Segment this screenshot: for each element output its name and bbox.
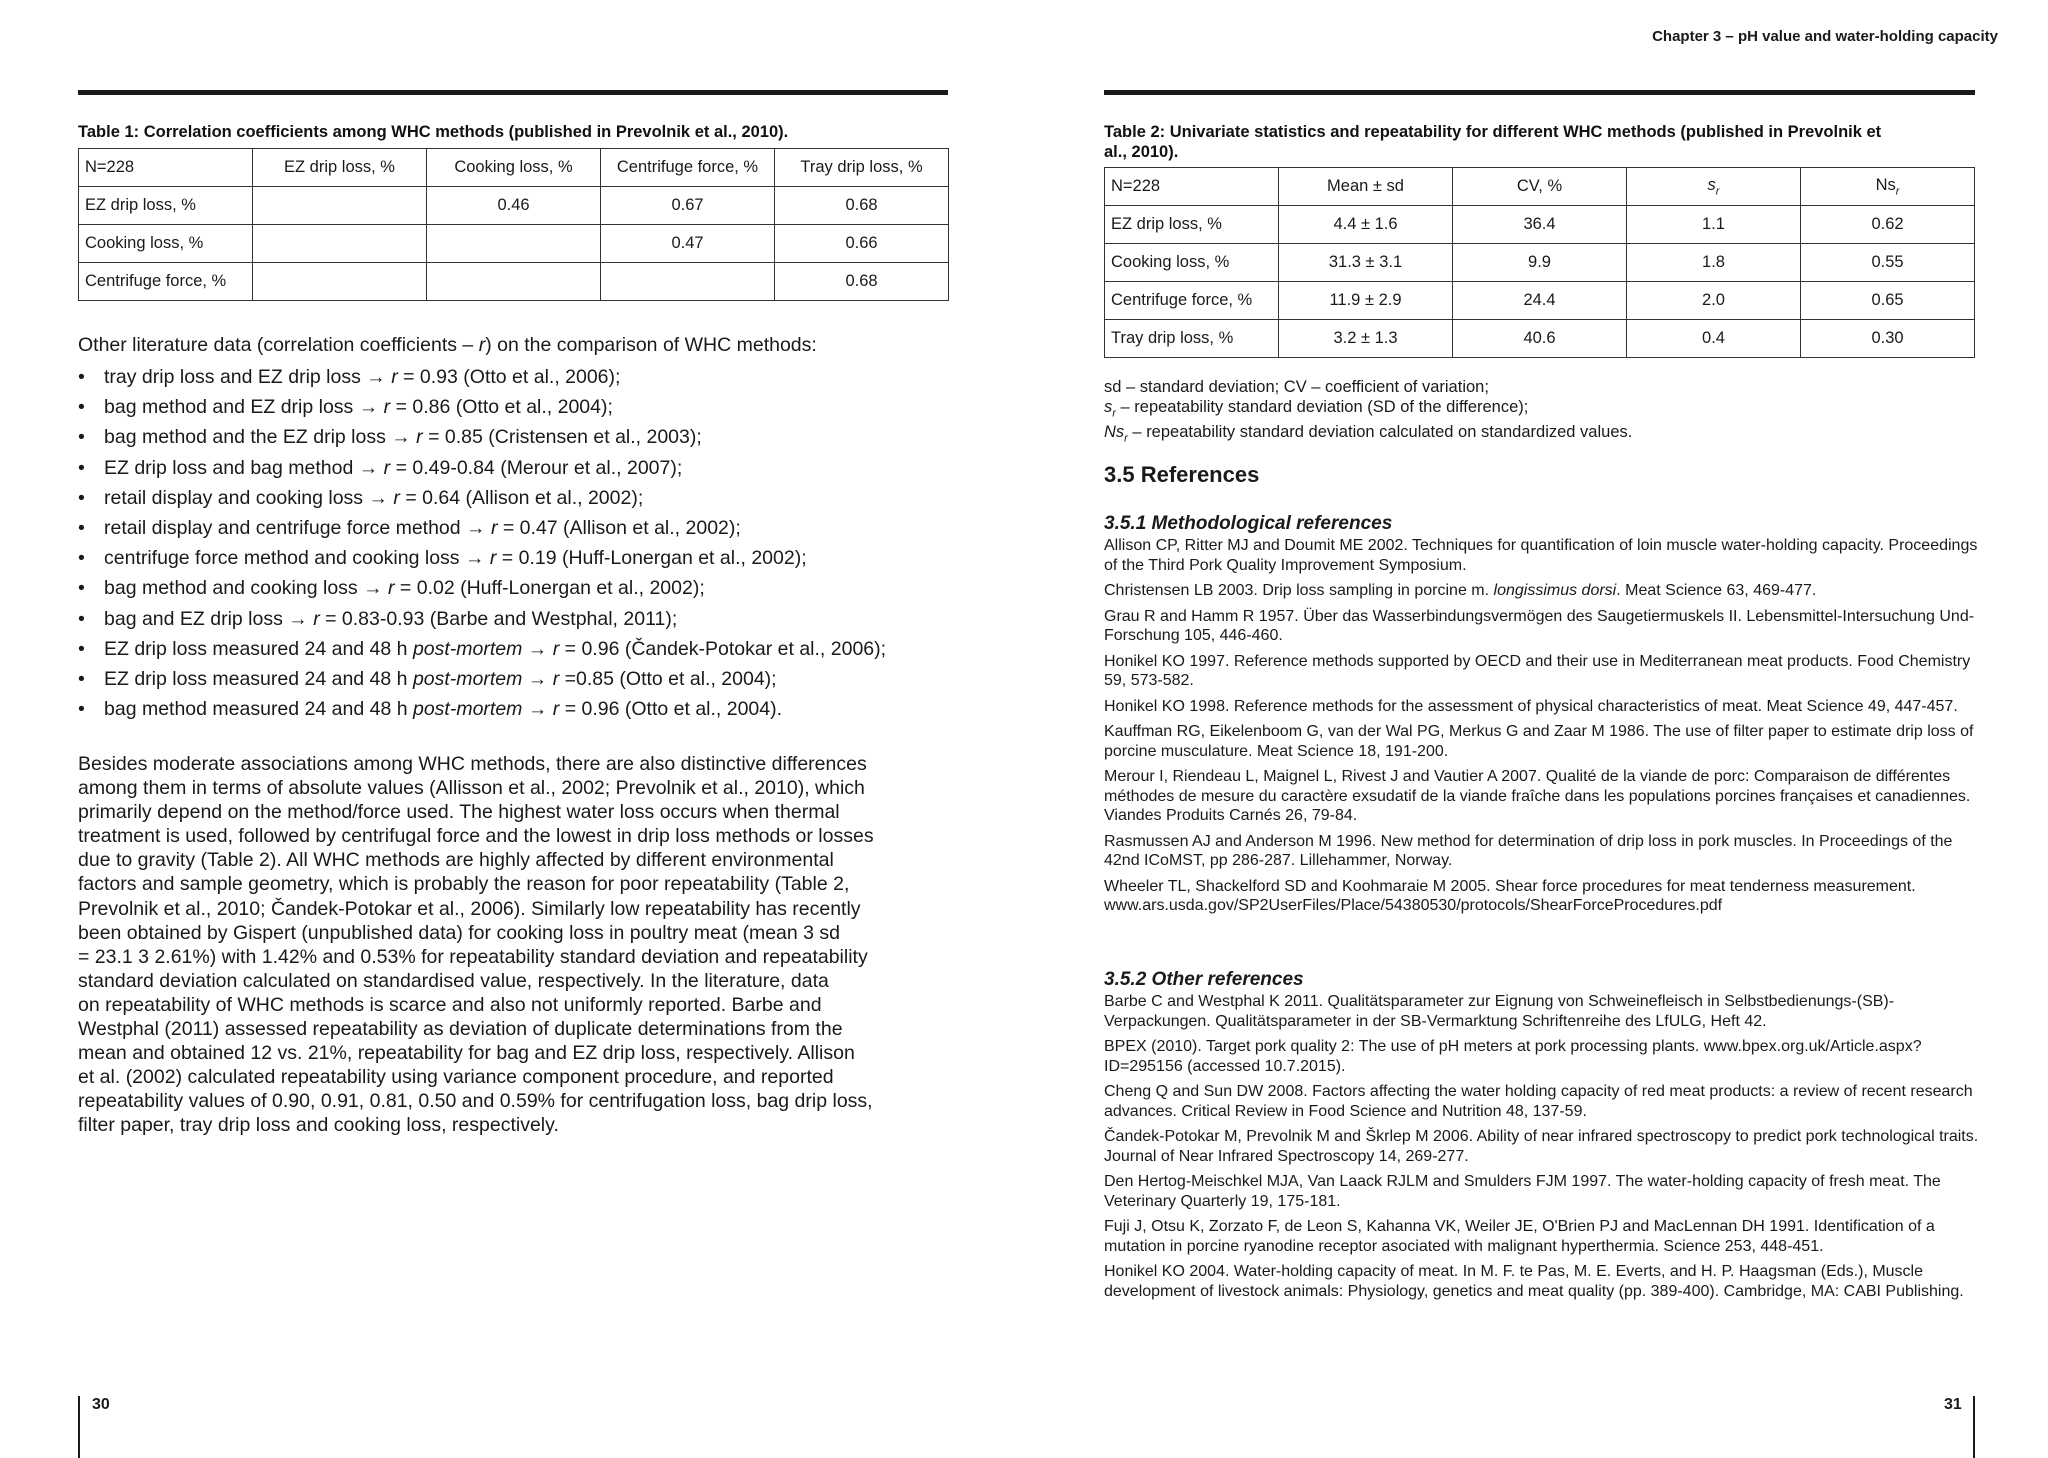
table-cell: 4.4 ± 1.6 [1279, 206, 1453, 244]
table-row [79, 263, 949, 301]
reference-item: Honikel KO 2004. Water-holding capacity of meat. In M. F. te Pas, M. E. Everts, and H. P. Haagsman (Eds.), Muscle development of livestock animals: Physiology, genetics and meat quality (pp. 389-400). Cambridge, MA: CABI Publishing. [1104, 1263, 1964, 1300]
table2-caption [1104, 122, 1984, 162]
table-header-cell: Cooking loss, % [427, 149, 601, 187]
table-cell: 0.68 [775, 187, 949, 225]
table-cell: 0.4 [1627, 320, 1801, 358]
list-item: • retail display and centrifuge force method → r = 0.47 (Allison et al., 2002); [78, 513, 978, 543]
table-cell [253, 263, 427, 301]
top-rule [1104, 90, 1975, 95]
lead-text: Other literature data (correlation coefficients – [78, 334, 479, 356]
paragraph-line: mean and obtained 12 vs. 21%, repeatability for bag and EZ drip loss, respectively. Allison [78, 1042, 855, 1065]
paragraph-line: on repeatability of WHC methods is scarce and also not uniformly reported. Barbe and [78, 993, 822, 1016]
table-row [1105, 320, 1975, 358]
list-item: • EZ drip loss measured 24 and 48 h post-mortem → r =0.85 (Otto et al., 2004); [78, 664, 978, 694]
paragraph-line: standard deviation calculated on standardised value, respectively. In the literature, data [78, 969, 829, 992]
page-number: 30 [92, 1396, 110, 1413]
list-item: • EZ drip loss and bag method → r = 0.49-0.84 (Merour et al., 2007); [78, 453, 978, 483]
paragraph-line: = 23.1 3 2.61%) with 1.42% and 0.53% for repeatability standard deviation and repeatability [78, 945, 868, 968]
table-cell: 40.6 [1453, 320, 1627, 358]
section-title: 3.5 References [1104, 462, 1260, 487]
other-references [1104, 992, 1984, 1307]
paragraph-line: among them in terms of absolute values (Allisson et al., 2002; Prevolnik et al., 2010), which [78, 777, 865, 800]
list-item: • bag method and the EZ drip loss → r = 0.85 (Cristensen et al., 2003); [78, 422, 978, 452]
table1-caption: Table 1: Correlation coefficients among WHC methods (published in Prevolnik et al., 2010). [78, 123, 789, 141]
table-cell: Tray drip loss, % [1105, 320, 1279, 358]
table-cell: EZ drip loss, % [1105, 206, 1279, 244]
right-page [1024, 0, 2048, 1458]
table-cell [601, 263, 775, 301]
table-cell: 0.55 [1801, 244, 1975, 282]
reference-item: Honikel KO 1998. Reference methods for the assessment of physical characteristics of meat. Meat Science 49, 447-457. [1104, 697, 1958, 715]
table-header-cell: $Ns_r$ [1801, 168, 1975, 206]
table-cell: 9.9 [1453, 244, 1627, 282]
page-number: 31 [1944, 1396, 1962, 1413]
table-cell: 3.2 ± 1.3 [1279, 320, 1453, 358]
reference-item: Cheng Q and Sun DW 2008. Factors affecting the water holding capacity of red meat products: a review of recent research advances. Critical Review in Food Science and Nutrition 48, 137-59. [1104, 1083, 1973, 1120]
note-line: sd – standard deviation; CV – coefficient of variation; [1104, 378, 1489, 396]
caption-line: al., 2010). [1104, 143, 1179, 161]
table-cell [253, 225, 427, 263]
comparison-list [78, 362, 978, 724]
table-cell: 1.1 [1627, 206, 1801, 244]
table1 [78, 148, 949, 301]
table-cell: 31.3 ± 3.1 [1279, 244, 1453, 282]
list-item: • retail display and cooking loss → r = 0.64 (Allison et al., 2002); [78, 483, 978, 513]
table-row [79, 225, 949, 263]
paragraph-line: been obtained by Gispert (unpublished data) for cooking loss in poultry meat (mean 3 sd [78, 921, 841, 944]
paragraph-line: treatment is used, followed by centrifugal force and the lowest in drip loss methods or losses [78, 825, 874, 848]
table-cell: Centrifuge force, % [79, 263, 253, 301]
body-paragraph [78, 752, 953, 1138]
table-cell: 0.47 [601, 225, 775, 263]
paragraph-line: filter paper, tray drip loss and cooking loss, respectively. [78, 1114, 559, 1137]
table-row [1105, 206, 1975, 244]
table-cell [253, 187, 427, 225]
table-header-cell: Centrifuge force, % [601, 149, 775, 187]
lead-symbol: r [478, 334, 486, 356]
note-line: $s_r$ – repeatability standard deviation (SD of the difference); [1104, 397, 1529, 419]
table-header-row [79, 149, 949, 187]
caption-line: Table 2: Univariate statistics and repeatability for different WHC methods (published in Prevolnik et [1104, 123, 1882, 141]
table-header-cell: N=228 [1105, 168, 1279, 206]
subsection-title: 3.5.1 Methodological references [1104, 513, 1393, 534]
table-cell: 0.66 [775, 225, 949, 263]
reference-item: Rasmussen AJ and Anderson M 1996. New method for determination of drip loss in pork muscles. In Proceedings of the 42nd ICoMST, pp 286-287. Lillehammer, Norway. [1104, 832, 1953, 869]
list-item: • tray drip loss and EZ drip loss → r = 0.93 (Otto et al., 2006); [78, 362, 978, 392]
paragraph-line: Westphal (2011) assessed repeatability as deviation of duplicate determinations from the [78, 1018, 843, 1041]
list-item: • bag method measured 24 and 48 h post-mortem → r = 0.96 (Otto et al., 2004). [78, 694, 978, 724]
list-item: • bag and EZ drip loss → r = 0.83-0.93 (Barbe and Westphal, 2011); [78, 604, 978, 634]
reference-item: BPEX (2010). Target pork quality 2: The use of pH meters at pork processing plants. www.bpex.org.uk/Article.aspx?ID=295156 (accessed 10.7.2015). [1104, 1038, 1922, 1075]
paragraph-line: repeatability values of 0.90, 0.91, 0.81, 0.50 and 0.59% for centrifugation loss, bag drip loss, [78, 1090, 873, 1113]
table-cell: 11.9 ± 2.9 [1279, 282, 1453, 320]
paragraph-line: Besides moderate associations among WHC methods, there are also distinctive differences [78, 753, 867, 775]
paragraph-line: et al. (2002) calculated repeatability using variance component procedure, and reported [78, 1066, 834, 1089]
table-cell: 0.68 [775, 263, 949, 301]
list-item: • centrifuge force method and cooking loss → r = 0.19 (Huff-Lonergan et al., 2002); [78, 543, 978, 573]
table-cell: 0.67 [601, 187, 775, 225]
note-line: $Ns_r$ – repeatability standard deviation calculated on standardized values. [1104, 423, 1633, 445]
table-row [79, 187, 949, 225]
paragraph-line: Prevolnik et al., 2010; Čandek-Potokar et al., 2006). Similarly low repeatability has recently [78, 897, 861, 920]
table-cell: 0.30 [1801, 320, 1975, 358]
table-cell: Cooking loss, % [79, 225, 253, 263]
methodological-references [1104, 536, 1984, 922]
running-head: Chapter 3 – pH value and water-holding capacity [1652, 28, 1998, 45]
reference-item: Honikel KO 1997. Reference methods supported by OECD and their use in Mediterranean meat products. Food Chemistry 59, 573-582. [1104, 652, 1971, 689]
table-cell: 36.4 [1453, 206, 1627, 244]
reference-item: Fuji J, Otsu K, Zorzato F, de Leon S, Kahanna VK, Weiler JE, O'Brien PJ and MacLennan DH 1991. Identification of a mutation in porcine ryanodine receptor asociated with malignant hyperthermia. Science 253, 448-451. [1104, 1218, 1935, 1255]
table-cell [427, 263, 601, 301]
table-cell: 0.62 [1801, 206, 1975, 244]
table-cell: 24.4 [1453, 282, 1627, 320]
table-header-cell: $s_r$ [1627, 168, 1801, 206]
list-item: • bag method and EZ drip loss → r = 0.86 (Otto et al., 2004); [78, 392, 978, 422]
table-cell: Centrifuge force, % [1105, 282, 1279, 320]
table-cell: 2.0 [1627, 282, 1801, 320]
list-item: • bag method and cooking loss → r = 0.02 (Huff-Lonergan et al., 2002); [78, 573, 978, 603]
table-header-cell: CV, % [1453, 168, 1627, 206]
reference-item: Allison CP, Ritter MJ and Doumit ME 2002. Techniques for quantification of loin muscle water-holding capacity. Proceedings of the Third Pork Quality Improvement Symposium. [1104, 537, 1978, 574]
table-header-row [1105, 168, 1975, 206]
table-row [1105, 244, 1975, 282]
table-cell [427, 225, 601, 263]
table-row [1105, 282, 1975, 320]
paragraph-line: primarily depend on the method/force used. The highest water loss occurs when thermal [78, 801, 840, 824]
lead-sentence [78, 332, 817, 358]
reference-item: Christensen LB 2003. Drip loss sampling in porcine m. longissimus dorsi. Meat Science 63, 469-477. [1104, 582, 1817, 599]
table-header-cell: EZ drip loss, % [253, 149, 427, 187]
lead-text: ) on the comparison of WHC methods: [485, 334, 817, 356]
table-cell: 0.46 [427, 187, 601, 225]
table-cell: 0.65 [1801, 282, 1975, 320]
table-header-cell: N=228 [79, 149, 253, 187]
reference-item: Wheeler TL, Shackelford SD and Koohmaraie M 2005. Shear force procedures for meat tenderness measurement. www.ars.usda.gov/SP2UserFiles/Place/54380530/protocols/ShearForceProcedures.pdf [1104, 877, 1916, 914]
footer-rule [1973, 1396, 1975, 1458]
table-header-cell: Mean ± sd [1279, 168, 1453, 206]
table-cell: EZ drip loss, % [79, 187, 253, 225]
table-cell: Cooking loss, % [1105, 244, 1279, 282]
reference-item: Grau R and Hamm R 1957. Über das Wasserbindungsvermögen des Saugetiermuskels II. Lebensmittel-Intersuchung Und-Forschung 105, 446-460. [1104, 607, 1975, 644]
table2 [1104, 167, 1975, 358]
reference-item: Merour I, Riendeau L, Maignel L, Rivest J and Vautier A 2007. Qualité de la viande de porc: Comparaison de différentes méthodes de mesure du caractère exsudatif de la viande fraîche dans les populations porcines françaises et canadiennes. Viandes Produits Carnés 26, 79-84. [1104, 768, 1971, 824]
list-item: • EZ drip loss measured 24 and 48 h post-mortem → r = 0.96 (Čandek-Potokar et al., 2006); [78, 634, 978, 664]
subsection-title: 3.5.2 Other references [1104, 969, 1304, 990]
table2-notes [1104, 378, 1632, 449]
reference-item: Čandek-Potokar M, Prevolnik M and Škrlep M 2006. Ability of near infrared spectroscopy to predict pork technological traits. Journal of Near Infrared Spectroscopy 14, 269-277. [1104, 1128, 1979, 1165]
paragraph-line: due to gravity (Table 2). All WHC methods are highly affected by different environmental [78, 849, 834, 872]
top-rule [78, 90, 948, 95]
table-header-cell: Tray drip loss, % [775, 149, 949, 187]
reference-item: Barbe C and Westphal K 2011. Qualitätsparameter zur Eignung von Schweinefleisch in Selbstbedienungs-(SB)-Verpackungen. Qualitätsparameter in der SB-Vermarktung Schriftenreihe des LfULG, Heft 42. [1104, 993, 1895, 1030]
table-cell: 1.8 [1627, 244, 1801, 282]
footer-rule [78, 1396, 80, 1458]
reference-item: Kauffman RG, Eikelenboom G, van der Wal PG, Merkus G and Zaar M 1986. The use of filter paper to estimate drip loss of porcine musculature. Meat Science 18, 191-200. [1104, 723, 1974, 760]
paragraph-line: factors and sample geometry, which is probably the reason for poor repeatability (Table 2, [78, 873, 850, 896]
reference-item: Den Hertog-Meischkel MJA, Van Laack RJLM and Smulders FJM 1997. The water-holding capacity of fresh meat. The Veterinary Quarterly 19, 175-181. [1104, 1173, 1941, 1210]
